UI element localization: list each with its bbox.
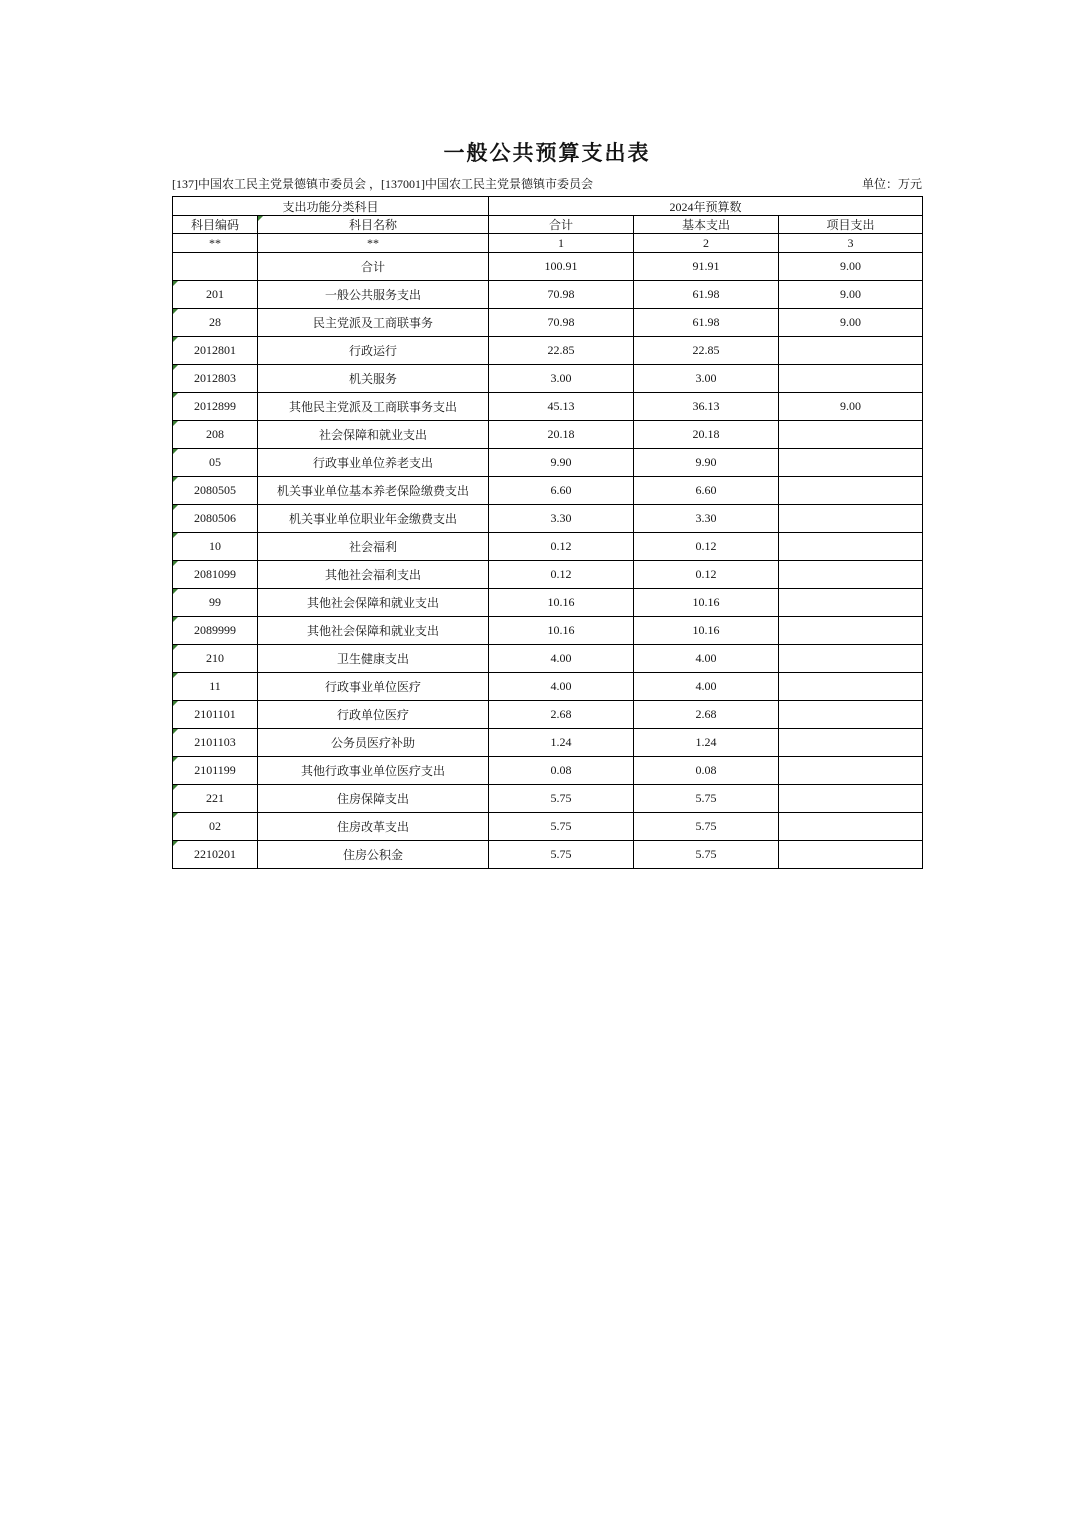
cell-project: 9.00 bbox=[779, 309, 923, 337]
header-group-function: 支出功能分类科目 bbox=[173, 197, 489, 216]
table-header bbox=[173, 197, 923, 253]
cell-subject-name: 社会福利 bbox=[258, 533, 489, 561]
cell-basic: 10.16 bbox=[634, 617, 779, 645]
cell-total: 22.85 bbox=[489, 337, 634, 365]
cell-subject-code bbox=[173, 253, 258, 281]
cell-basic: 0.12 bbox=[634, 533, 779, 561]
cell-basic: 3.30 bbox=[634, 505, 779, 533]
cell-basic: 61.98 bbox=[634, 309, 779, 337]
cell-subject-code: 2101103 bbox=[173, 729, 258, 757]
cell-basic: 1.24 bbox=[634, 729, 779, 757]
cell-subject-code: 2080505 bbox=[173, 477, 258, 505]
cell-subject-name: 其他民主党派及工商联事务支出 bbox=[258, 393, 489, 421]
cell-basic: 6.60 bbox=[634, 477, 779, 505]
cell-error-marker-icon bbox=[173, 701, 178, 706]
cell-subject-name: 机关服务 bbox=[258, 365, 489, 393]
cell-subject-code: 2210201 bbox=[173, 841, 258, 869]
cell-subject-name: 行政事业单位医疗 bbox=[258, 673, 489, 701]
header-group-row bbox=[173, 197, 923, 216]
cell-total: 70.98 bbox=[489, 281, 634, 309]
cell-subject-name: 公务员医疗补助 bbox=[258, 729, 489, 757]
cell-basic: 5.75 bbox=[634, 841, 779, 869]
header-col-project: 项目支出 bbox=[779, 216, 923, 234]
cell-subject-name: 行政运行 bbox=[258, 337, 489, 365]
table-row bbox=[173, 673, 923, 701]
cell-basic: 4.00 bbox=[634, 645, 779, 673]
cell-subject-name: 卫生健康支出 bbox=[258, 645, 489, 673]
cell-subject-name: 其他行政事业单位医疗支出 bbox=[258, 757, 489, 785]
header-sub-basic: 2 bbox=[634, 234, 779, 253]
table-row bbox=[173, 701, 923, 729]
cell-basic: 5.75 bbox=[634, 785, 779, 813]
table-row bbox=[173, 617, 923, 645]
table-row bbox=[173, 365, 923, 393]
cell-subject-name: 一般公共服务支出 bbox=[258, 281, 489, 309]
cell-basic: 91.91 bbox=[634, 253, 779, 281]
cell-project: 9.00 bbox=[779, 393, 923, 421]
cell-project: 9.00 bbox=[779, 253, 923, 281]
cell-subject-code: 2012803 bbox=[173, 365, 258, 393]
header-sub-code: ** bbox=[173, 234, 258, 253]
budget-table bbox=[172, 196, 923, 869]
cell-total: 0.08 bbox=[489, 757, 634, 785]
cell-total: 70.98 bbox=[489, 309, 634, 337]
cell-error-marker-icon bbox=[173, 589, 178, 594]
page-title: 一般公共预算支出表 bbox=[443, 141, 651, 165]
cell-error-marker-icon bbox=[173, 337, 178, 342]
unit-label: 单位：万元 bbox=[861, 177, 922, 191]
table-row bbox=[173, 281, 923, 309]
cell-project bbox=[779, 589, 923, 617]
cell-subject-code: 2081099 bbox=[173, 561, 258, 589]
cell-total: 10.16 bbox=[489, 617, 634, 645]
cell-project bbox=[779, 365, 923, 393]
cell-project bbox=[779, 477, 923, 505]
cell-subject-code: 99 bbox=[173, 589, 258, 617]
cell-subject-name: 其他社会保障和就业支出 bbox=[258, 589, 489, 617]
cell-subject-name: 其他社会保障和就业支出 bbox=[258, 617, 489, 645]
cell-subject-code: 2101199 bbox=[173, 757, 258, 785]
table-row bbox=[173, 393, 923, 421]
cell-project: 9.00 bbox=[779, 281, 923, 309]
cell-subject-code: 208 bbox=[173, 421, 258, 449]
cell-basic: 36.13 bbox=[634, 393, 779, 421]
header-columns-row bbox=[173, 216, 923, 234]
cell-total: 10.16 bbox=[489, 589, 634, 617]
cell-total: 5.75 bbox=[489, 841, 634, 869]
cell-basic: 9.90 bbox=[634, 449, 779, 477]
table-row bbox=[173, 505, 923, 533]
table-row bbox=[173, 253, 923, 281]
cell-project bbox=[779, 645, 923, 673]
cell-subject-name: 其他社会福利支出 bbox=[258, 561, 489, 589]
cell-project bbox=[779, 673, 923, 701]
cell-project bbox=[779, 533, 923, 561]
cell-project bbox=[779, 785, 923, 813]
cell-project bbox=[779, 701, 923, 729]
table-row bbox=[173, 477, 923, 505]
cell-error-marker-icon bbox=[173, 449, 178, 454]
cell-error-marker-icon bbox=[173, 281, 178, 286]
cell-subject-code: 2012801 bbox=[173, 337, 258, 365]
cell-subject-code: 2101101 bbox=[173, 701, 258, 729]
cell-total: 5.75 bbox=[489, 813, 634, 841]
cell-subject-name: 合计 bbox=[258, 253, 489, 281]
cell-basic: 3.00 bbox=[634, 365, 779, 393]
cell-total: 6.60 bbox=[489, 477, 634, 505]
cell-project bbox=[779, 617, 923, 645]
cell-total: 20.18 bbox=[489, 421, 634, 449]
cell-basic: 0.12 bbox=[634, 561, 779, 589]
cell-subject-name: 行政事业单位养老支出 bbox=[258, 449, 489, 477]
cell-total: 3.00 bbox=[489, 365, 634, 393]
cell-project bbox=[779, 505, 923, 533]
table-row bbox=[173, 785, 923, 813]
cell-project bbox=[779, 449, 923, 477]
cell-error-marker-icon bbox=[173, 729, 178, 734]
table-row bbox=[173, 645, 923, 673]
cell-error-marker-icon bbox=[173, 561, 178, 566]
cell-total: 5.75 bbox=[489, 785, 634, 813]
cell-project bbox=[779, 421, 923, 449]
cell-subject-name: 住房改革支出 bbox=[258, 813, 489, 841]
cell-total: 2.68 bbox=[489, 701, 634, 729]
cell-project bbox=[779, 841, 923, 869]
cell-error-marker-icon bbox=[173, 673, 178, 678]
cell-project bbox=[779, 813, 923, 841]
cell-basic: 0.08 bbox=[634, 757, 779, 785]
cell-error-marker-icon bbox=[173, 365, 178, 370]
table-row bbox=[173, 421, 923, 449]
table-row bbox=[173, 449, 923, 477]
cell-error-marker-icon bbox=[173, 309, 178, 314]
cell-subject-code: 2012899 bbox=[173, 393, 258, 421]
cell-basic: 5.75 bbox=[634, 813, 779, 841]
cell-subject-code: 02 bbox=[173, 813, 258, 841]
cell-error-marker-icon bbox=[173, 617, 178, 622]
cell-total: 100.91 bbox=[489, 253, 634, 281]
cell-error-marker-icon bbox=[173, 813, 178, 818]
cell-subject-name: 社会保障和就业支出 bbox=[258, 421, 489, 449]
header-index-row bbox=[173, 234, 923, 253]
cell-subject-code: 2089999 bbox=[173, 617, 258, 645]
cell-subject-code: 28 bbox=[173, 309, 258, 337]
cell-error-marker-icon bbox=[173, 477, 178, 482]
cell-project bbox=[779, 757, 923, 785]
cell-total: 9.90 bbox=[489, 449, 634, 477]
cell-error-marker-icon bbox=[173, 421, 178, 426]
cell-subject-name: 住房公积金 bbox=[258, 841, 489, 869]
header-col-total: 合计 bbox=[489, 216, 634, 234]
cell-error-marker-icon bbox=[173, 785, 178, 790]
cell-project bbox=[779, 561, 923, 589]
cell-subject-code: 10 bbox=[173, 533, 258, 561]
table-row bbox=[173, 589, 923, 617]
cell-subject-code: 2080506 bbox=[173, 505, 258, 533]
cell-subject-code: 221 bbox=[173, 785, 258, 813]
table-row bbox=[173, 841, 923, 869]
cell-error-marker-icon bbox=[173, 393, 178, 398]
cell-error-marker-icon bbox=[173, 841, 178, 846]
cell-basic: 2.68 bbox=[634, 701, 779, 729]
header-sub-project: 3 bbox=[779, 234, 923, 253]
cell-basic: 20.18 bbox=[634, 421, 779, 449]
cell-basic: 61.98 bbox=[634, 281, 779, 309]
table-row bbox=[173, 561, 923, 589]
cell-total: 4.00 bbox=[489, 645, 634, 673]
header-col-code: 科目编码 bbox=[173, 216, 258, 234]
cell-total: 4.00 bbox=[489, 673, 634, 701]
table-body bbox=[173, 253, 923, 869]
table-row bbox=[173, 813, 923, 841]
cell-total: 1.24 bbox=[489, 729, 634, 757]
table-row bbox=[173, 729, 923, 757]
cell-subject-name: 行政单位医疗 bbox=[258, 701, 489, 729]
header-group-budget-2024: 2024年预算数 bbox=[489, 197, 923, 216]
cell-error-marker-icon bbox=[258, 216, 263, 221]
cell-subject-code: 201 bbox=[173, 281, 258, 309]
cell-subject-name: 住房保障支出 bbox=[258, 785, 489, 813]
table-row bbox=[173, 309, 923, 337]
header-sub-total: 1 bbox=[489, 234, 634, 253]
header-col-basic: 基本支出 bbox=[634, 216, 779, 234]
cell-error-marker-icon bbox=[173, 645, 178, 650]
organization-line: [137]中国农工民主党景德镇市委员会 ，[137001]中国农工民主党景德镇市委员会 bbox=[172, 177, 593, 191]
header-sub-name: ** bbox=[258, 234, 489, 253]
cell-basic: 4.00 bbox=[634, 673, 779, 701]
table-row bbox=[173, 337, 923, 365]
cell-subject-name: 机关事业单位基本养老保险缴费支出 bbox=[258, 477, 489, 505]
table-row bbox=[173, 533, 923, 561]
cell-subject-name: 机关事业单位职业年金缴费支出 bbox=[258, 505, 489, 533]
cell-subject-code: 05 bbox=[173, 449, 258, 477]
cell-project bbox=[779, 337, 923, 365]
cell-total: 0.12 bbox=[489, 533, 634, 561]
cell-error-marker-icon bbox=[173, 757, 178, 762]
subheader bbox=[172, 175, 922, 192]
cell-project bbox=[779, 729, 923, 757]
cell-total: 3.30 bbox=[489, 505, 634, 533]
table-row bbox=[173, 757, 923, 785]
cell-subject-name: 民主党派及工商联事务 bbox=[258, 309, 489, 337]
cell-error-marker-icon bbox=[173, 505, 178, 510]
cell-total: 45.13 bbox=[489, 393, 634, 421]
cell-basic: 22.85 bbox=[634, 337, 779, 365]
cell-subject-code: 11 bbox=[173, 673, 258, 701]
cell-basic: 10.16 bbox=[634, 589, 779, 617]
cell-total: 0.12 bbox=[489, 561, 634, 589]
cell-error-marker-icon bbox=[173, 533, 178, 538]
cell-subject-code: 210 bbox=[173, 645, 258, 673]
header-col-name: 科目名称 bbox=[258, 216, 489, 234]
